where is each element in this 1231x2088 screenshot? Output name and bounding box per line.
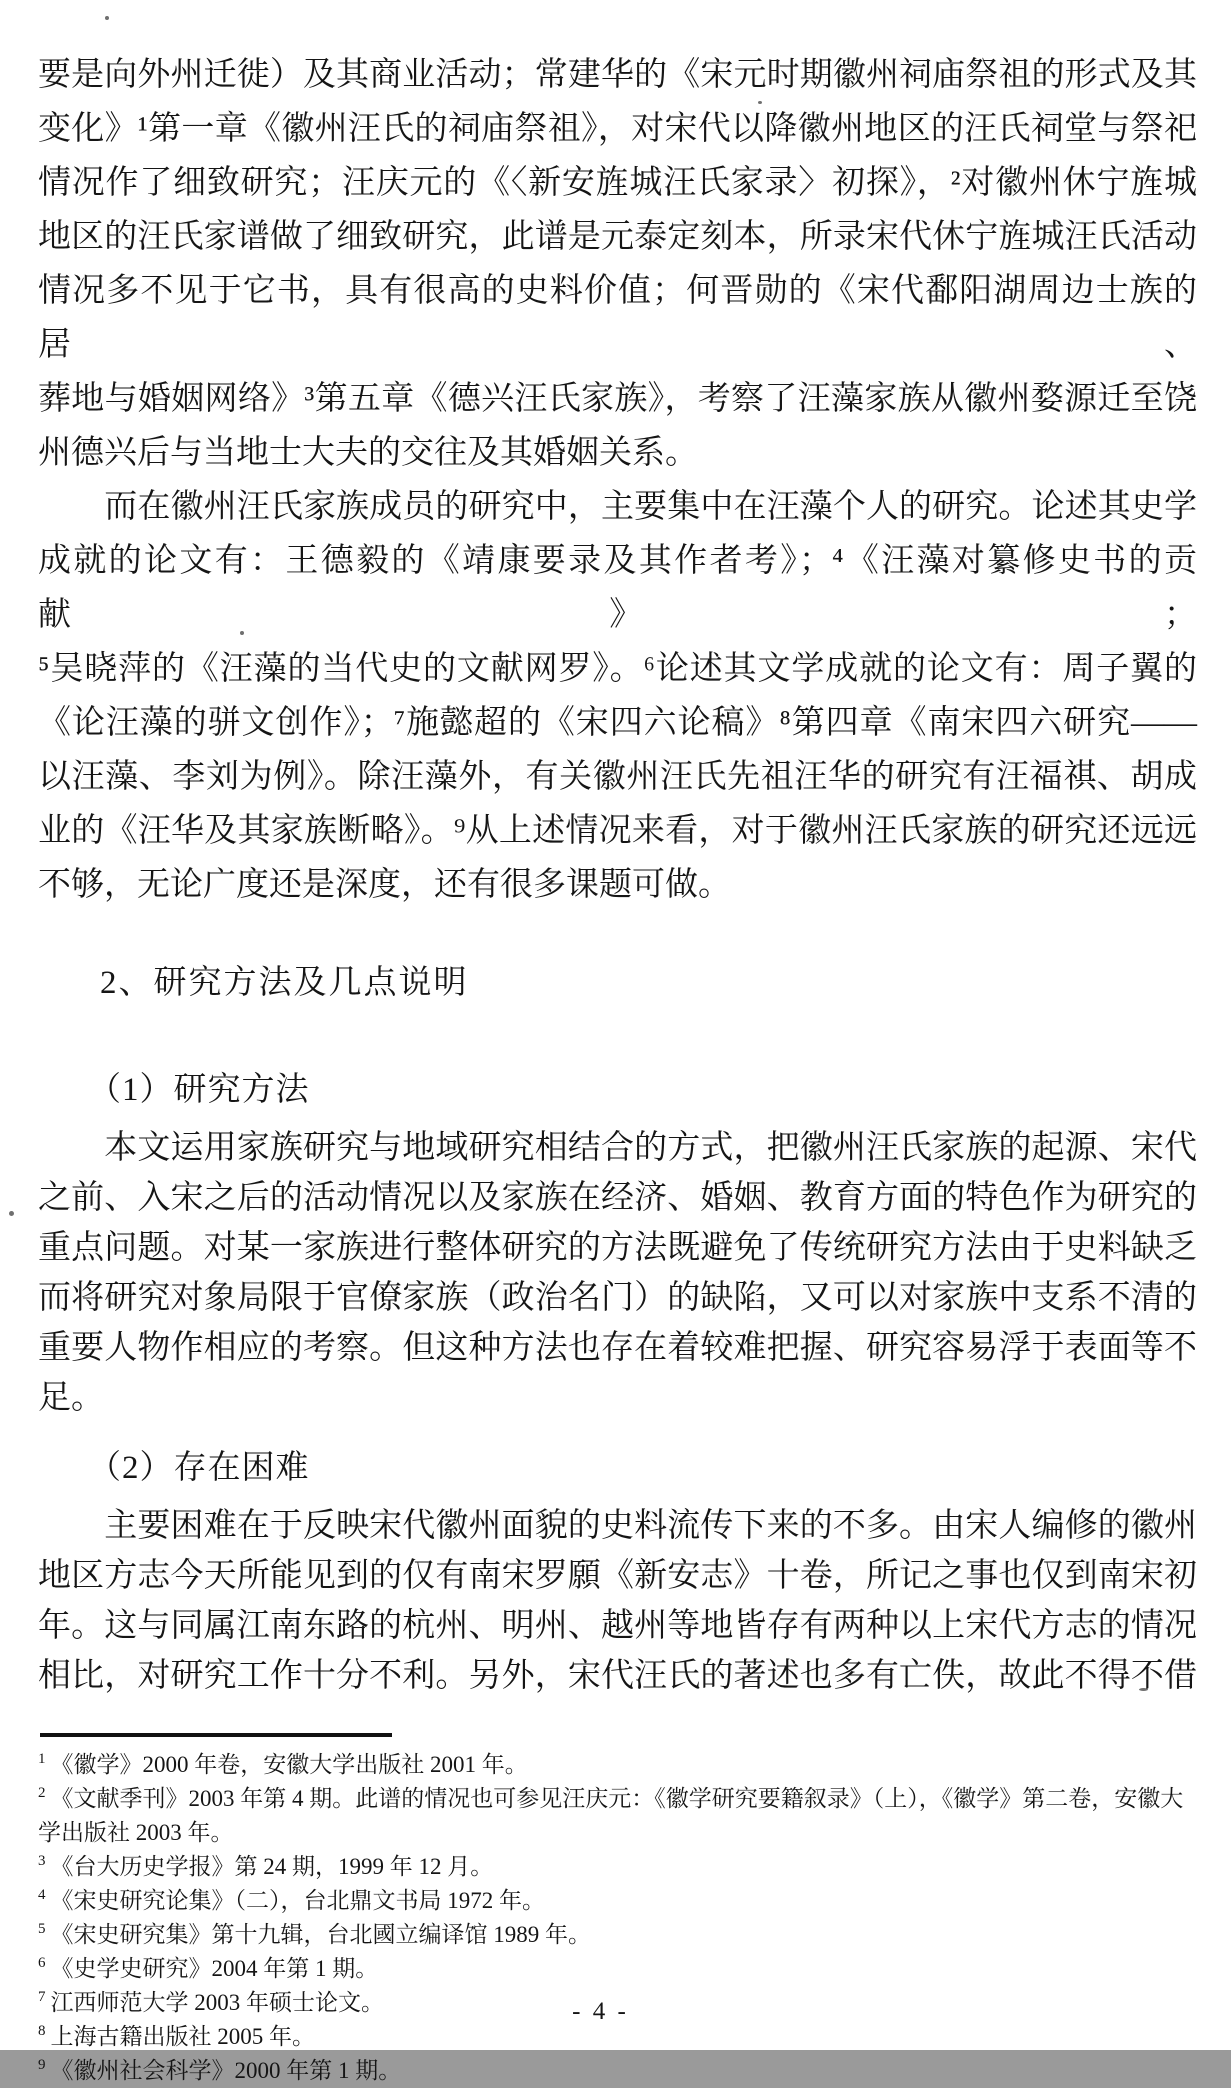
- footnote: [38, 1918, 1197, 1952]
- section-heading: 2、研究方法及几点说明: [100, 965, 469, 1001]
- text-line: 葬地与婚姻网络》³第五章《德兴汪氏家族》，考察了汪藻家族从徽州婺源迁至饶: [38, 381, 1197, 417]
- text-line: 地区的汪氏家谱做了细致研究，此谱是元泰定刻本，所录宋代休宁旌城汪氏活动: [38, 219, 1197, 255]
- footnote: [38, 1748, 1197, 1782]
- footnote-text: 《徽州社会科学》2000 年第 1 期。: [50, 2058, 402, 2083]
- footnote-marker: 4: [38, 1887, 46, 1904]
- text-line: 《论汪藻的骈文创作》；⁷施懿超的《宋四六论稿》⁸第四章《南宋四六研究——: [38, 705, 1197, 741]
- body-paragraph-literature-review-2: [38, 480, 1197, 912]
- text-line: 相比，对研究工作十分不利。另外，宋代汪氏的著述也多有亡佚，故此不得不借: [38, 1658, 1197, 1694]
- text-line: 年。这与同属江南东路的杭州、明州、越州等地皆存有两种以上宋代方志的情况: [38, 1608, 1197, 1644]
- text-line: 不够，无论广度还是深度，还有很多课题可做。: [38, 867, 731, 903]
- footnote-text: 《史学史研究》2004 年第 1 期。: [50, 1956, 379, 1981]
- text-line: 以汪藻、李刘为例》。除汪藻外，有关徽州汪氏先祖汪华的研究有汪福祺、胡成: [38, 759, 1197, 795]
- text-line: 而在徽州汪氏家族成员的研究中，主要集中在汪藻个人的研究。论述其史学: [38, 489, 1197, 525]
- footnote-text: 《宋史研究论集》（二），台北鼎文书局 1972 年。: [50, 1888, 545, 1913]
- footnote-separator-rule: [40, 1733, 392, 1737]
- subsection-heading-research-method: （1）研究方法: [88, 1072, 310, 1108]
- footnote: [38, 1952, 1197, 1986]
- text-line: 重点问题。对某一家族进行整体研究的方法既避免了传统研究方法由于史料缺乏: [38, 1230, 1197, 1266]
- footnote-marker: 1: [38, 1751, 46, 1768]
- text-line: 足。: [38, 1380, 104, 1416]
- footnote: [38, 1850, 1197, 1884]
- text-line: ⁵吴晓萍的《汪藻的当代史的文献网罗》。⁶论述其文学成就的论文有：周子翼的: [38, 651, 1197, 687]
- footnote-marker: 3: [38, 1853, 46, 1870]
- text-line: 成就的论文有：王德毅的《靖康要录及其作者考》；⁴《汪藻对纂修史书的贡献》；: [38, 543, 1197, 633]
- page-number: - 4 -: [572, 1998, 629, 2025]
- footnote-marker: 8: [38, 2023, 46, 2040]
- footnote: [38, 2054, 1197, 2088]
- text-line: 情况多不见于它书，具有很高的史料价值；何晋勋的《宋代鄱阳湖周边士族的居、: [38, 273, 1197, 363]
- footnote: [38, 1782, 1197, 1850]
- text-line: 变化》¹第一章《徽州汪氏的祠庙祭祖》，对宋代以降徽州地区的汪氏祠堂与祭祀: [38, 111, 1197, 147]
- footnote-text: 上海古籍出版社 2005 年。: [50, 2024, 315, 2049]
- text-line: 业的《汪华及其家族断略》。⁹从上述情况来看，对于徽州汪氏家族的研究还远远: [38, 813, 1197, 849]
- text-line: 主要困难在于反映宋代徽州面貌的史料流传下来的不多。由宋人编修的徽州: [38, 1508, 1197, 1544]
- body-paragraph-literature-review-1: [38, 48, 1197, 480]
- footnote-text: 《宋史研究集》第十九辑，台北國立编译馆 1989 年。: [50, 1922, 591, 1947]
- text-line: 之前、入宋之后的活动情况以及家族在经济、婚姻、教育方面的特色作为研究的: [38, 1180, 1197, 1216]
- footnote-marker: 5: [38, 1921, 46, 1938]
- scan-artifact: [9, 1211, 14, 1216]
- footnote-marker: 2: [38, 1785, 46, 1802]
- text-line: 本文运用家族研究与地域研究相结合的方式，把徽州汪氏家族的起源、宋代: [38, 1130, 1197, 1166]
- body-paragraph-difficulties: [38, 1501, 1197, 1701]
- text-line: 情况作了细致研究；汪庆元的《〈新安旌城汪氏家录〉初探》，²对徽州休宁旌城: [38, 165, 1197, 201]
- text-line: 州德兴后与当地士大夫的交往及其婚姻关系。: [38, 435, 698, 471]
- text-line: 要是向外州迁徙）及其商业活动；常建华的《宋元时期徽州祠庙祭祖的形式及其: [38, 57, 1197, 93]
- text-line: 而将研究对象局限于官僚家族（政治名门）的缺陷，又可以对家族中支系不清的: [38, 1280, 1197, 1316]
- body-paragraph-research-method: [38, 1123, 1197, 1423]
- scan-artifact: [105, 16, 109, 20]
- text-line: 重要人物作相应的考察。但这种方法也存在着较难把握、研究容易浮于表面等不: [38, 1330, 1197, 1366]
- footnote-text: 江西师范大学 2003 年硕士论文。: [50, 1990, 384, 2015]
- footnote-text: 《文献季刊》2003 年第 4 期。此谱的情况也可参见汪庆元：《徽学研究要籍叙录》（上），《徽学》第二卷，安徽大学出版社 2003 年。: [38, 1786, 1184, 1845]
- footnote-text: 《徽学》2000 年卷，安徽大学出版社 2001 年。: [50, 1752, 528, 1777]
- text-line: 地区方志今天所能见到的仅有南宋罗願《新安志》十卷，所记之事也仅到南宋初: [38, 1558, 1197, 1594]
- subsection-heading-difficulties: （2）存在困难: [88, 1450, 310, 1486]
- text-block: [38, 48, 1197, 2088]
- footnote-marker: 6: [38, 1955, 46, 1972]
- footnote-marker: 7: [38, 1989, 46, 2006]
- footnote-text: 《台大历史学报》第 24 期，1999 年 12 月。: [50, 1854, 494, 1879]
- footnotes-section: [38, 1748, 1197, 2088]
- footnote-marker: 9: [38, 2057, 46, 2074]
- footnote: [38, 1884, 1197, 1918]
